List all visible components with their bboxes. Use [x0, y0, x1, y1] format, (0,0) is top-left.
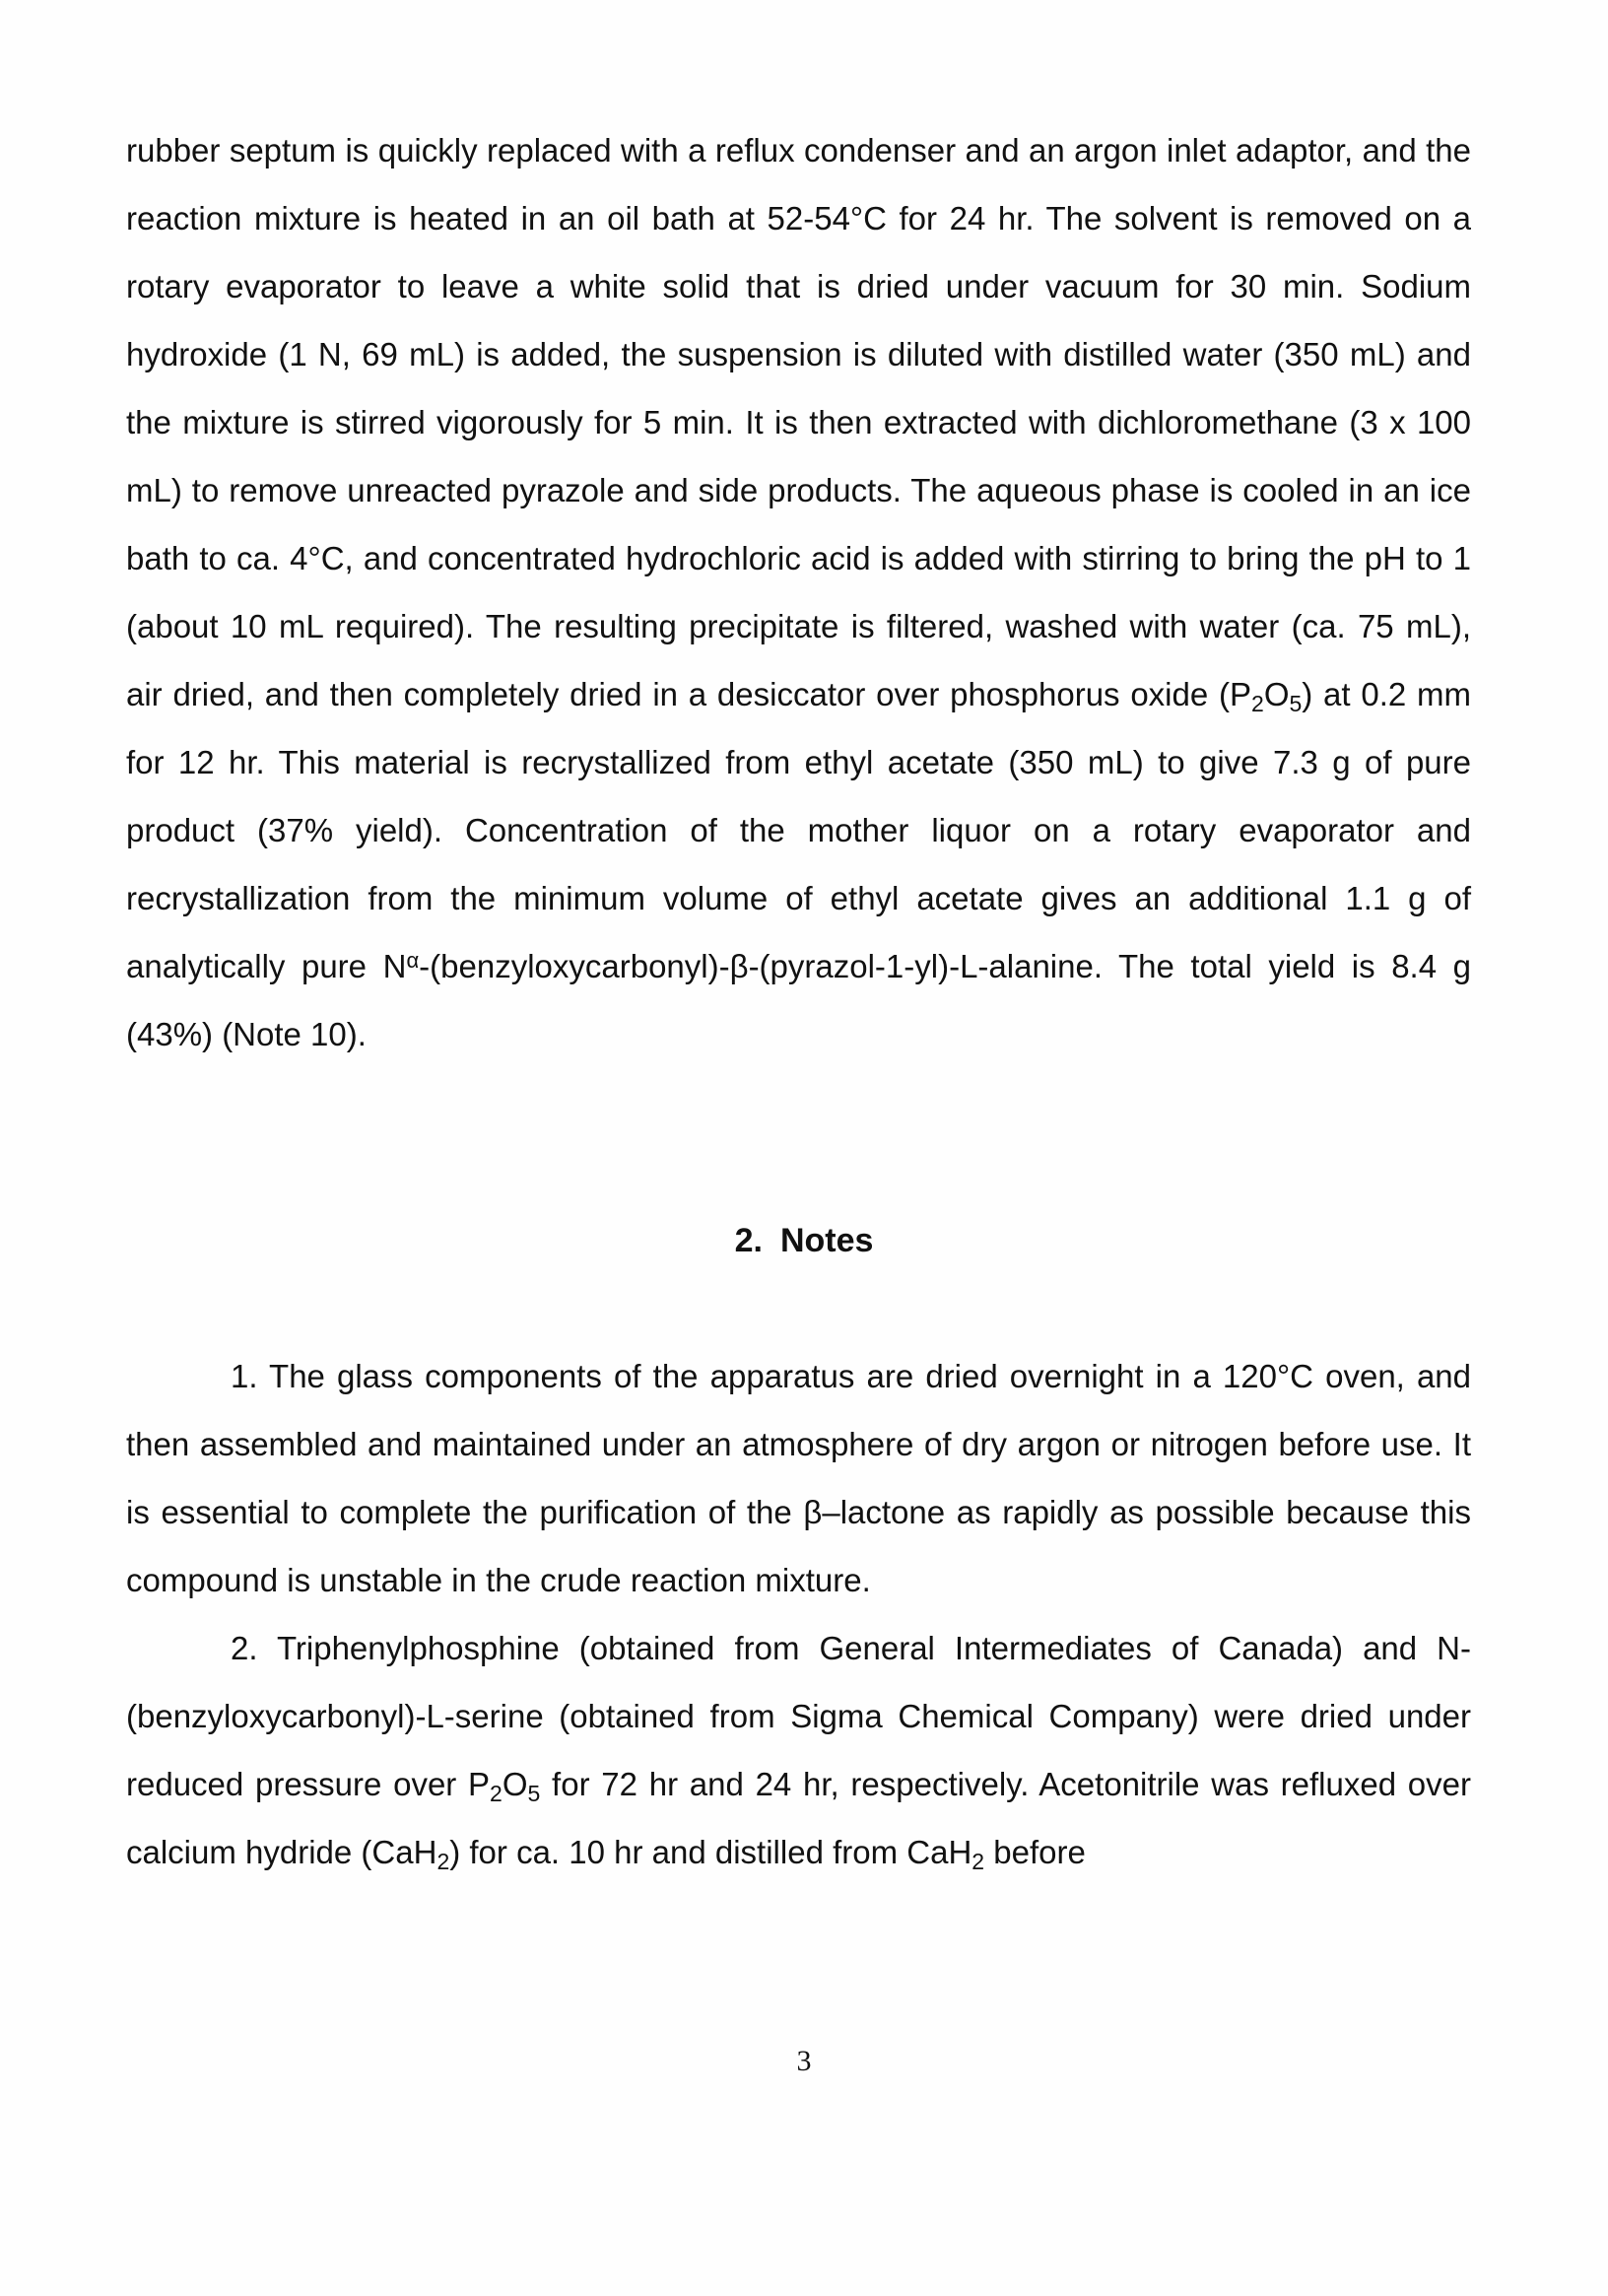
note-2-text-4: ) for ca. 10 hr and distilled from CaH: [449, 1834, 972, 1870]
superscript-alpha: α: [406, 948, 420, 973]
subscript: 2: [972, 1849, 985, 1874]
note-2-text-2: O: [502, 1766, 528, 1802]
subscript: 5: [527, 1781, 541, 1806]
page-number: 3: [796, 2045, 812, 2077]
note-1: [126, 1342, 1471, 1614]
note-2-text-5: before: [984, 1834, 1086, 1870]
procedure-text-2: O: [1263, 676, 1290, 712]
notes-heading-number: 2.: [734, 1222, 763, 1259]
subscript: 2: [1251, 691, 1264, 716]
notes-heading: [0, 1216, 1608, 1265]
procedure-text-4: -(benzyloxycarbonyl)-β-(pyrazol-1-yl)-L-alanine. The total yield is 8.4 g (43%) (Note 10).: [126, 948, 1472, 1052]
procedure-text-3: ) at 0.2 mm for 12 hr. This material is recrystallized from ethyl acetate (350 mL) to give 7.3 g of pure product (37% yield). Concentration of the mother liquor on a rotary evaporator and recrystallization from the minimum volume of ethyl acetate gives an additional 1.1 g of analytically pure N: [126, 676, 1471, 984]
notes-heading-title: Notes: [779, 1222, 874, 1259]
note-2: [126, 1614, 1471, 1886]
note-2-text-1: 2. Triphenylphosphine (obtained from General Intermediates of Canada) and N-(benzyloxycarbonyl)-L-serine (obtained from Sigma Chemical Company) were dried under reduced pressure over P: [126, 1630, 1471, 1802]
procedure-paragraph: [126, 116, 1471, 1068]
note-2-text-3: for 72 hr and 24 hr, respectively. Acetonitrile was refluxed over calcium hydride (CaH: [126, 1766, 1471, 1870]
procedure-text-1: rubber septum is quickly replaced with a reflux condenser and an argon inlet adaptor, and the reaction mixture is heated in an oil bath at 52-54°C for 24 hr. The solvent is removed on a rotary evaporator to leave a white solid that is dried under vacuum for 30 min. Sodium hydroxide (1 N, 69 mL) is added, the suspension is diluted with distilled water (350 mL) and the mixture is stirred vigorously for 5 min. It is then extracted with dichloromethane (3 x 100 mL) to remove unreacted pyrazole and side products. The aqueous phase is cooled in an ice bath to ca. 4°C, and concentrated hydrochloric acid is added with stirring to bring the pH to 1 (about 10 mL required). The resulting precipitate is filtered, washed with water (ca. 75 mL), air dried, and then completely dried in a desiccator over phosphorus oxide (P: [126, 132, 1471, 712]
note-1-text: 1. The glass components of the apparatus are dried overnight in a 120°C oven, and then assembled and maintained under an atmosphere of dry argon or nitrogen before use. It is essential to complete the purification of the β–lactone as rapidly as possible because this compound is unstable in the crude reaction mixture.: [126, 1358, 1471, 1598]
subscript: 2: [436, 1849, 450, 1874]
subscript: 2: [490, 1781, 502, 1806]
subscript: 5: [1289, 691, 1303, 716]
